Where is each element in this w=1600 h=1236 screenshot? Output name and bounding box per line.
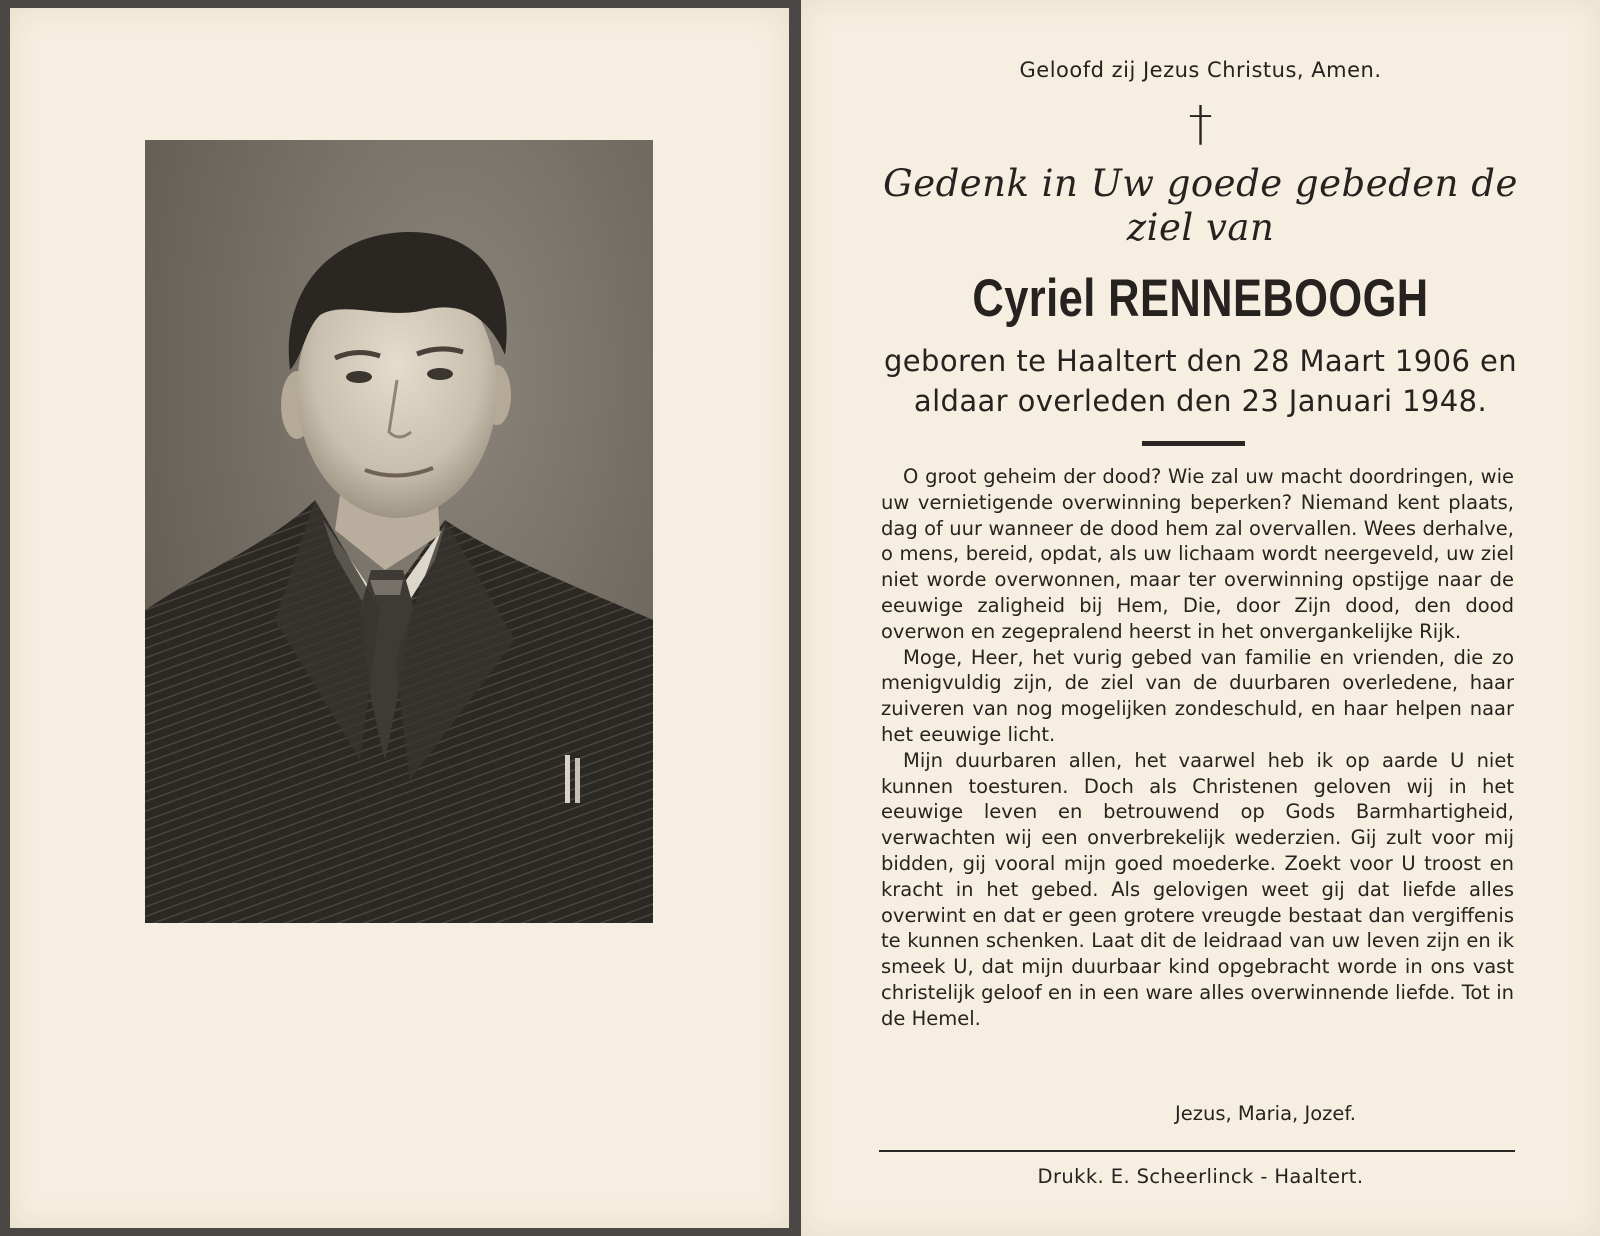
printer-credit: Drukk. E. Scheerlinck - Haaltert. [1037,1165,1364,1188]
paragraph-1: O groot geheim der dood? Wie zal uw macht doordringen, wie uw vernietigende overwinning beperken? Niemand kent plaats, dag of uur wanneer de dood hem zal overvallen. Wees derhalve, o mens, bereid, opdat, als uw lichaam wordt neergeveld, uw ziel niet worde overwonnen, maar ter overwinning opstijge naar de eeuwige zaligheid bij Hem, Die, door Zijn dood, den dood overwon en zegepralend heerst in het onvergankelijke Rijk. [881,465,1514,643]
memorial-text-card [801,0,1600,1236]
remember-line-1: Gedenk in Uw goede gebeden de [883,162,1518,205]
divider [1142,441,1245,446]
deceased-name: Cyriel RENNEBOOGH [972,269,1429,328]
closing-invocation: Jezus, Maria, Jozef. [1174,1102,1356,1125]
paragraph-3: Mijn duurbaren allen, het vaarwel heb ik op aarde U niet kunnen toesturen. Doch als Christenen geloven wij in het eeuwige leven en betrouwend op Gods Barmhartigheid, verwachten wij een onverbrekelijk wederzien. Gij zult voor mij bidden, gij vooral mijn goed moederke. Zoekt voor U troost en kracht in het gebed. Als gelovigen weet gij dat liefde alles overwint en dat er geen grotere vreugde bestaat dan vergiffenis te kunnen schenken. Laat dit de leidraad van uw leven zijn en ik smeek U, dat mijn duurbaar kind opgebracht worde in ons vast christelijk geloof en in een ware alles overwinnende liefde. Tot in de Hemel. [881,748,1514,1030]
birth-line: geboren te Haaltert den 28 Maart 1906 en [884,344,1517,378]
paragraph-2: Moge, Heer, het vurig gebed van familie en vrienden, die zo menigvuldig zijn, de ziel van de duurbaren overledene, haar zuiveren van nog mogelijken zondeschuld, en haar helpen naar het eeuwige licht. [881,645,1514,746]
portrait-card [10,8,789,1228]
footer-divider [879,1150,1515,1152]
portrait-photo [145,140,653,923]
prayer-text [881,464,1514,1032]
death-line: aldaar overleden den 23 Januari 1948. [913,384,1488,418]
motto: Geloofd zij Jezus Christus, Amen. [1019,58,1382,82]
cross-icon: † [1188,96,1213,152]
remember-line-2: ziel van [1126,206,1275,249]
portrait-illustration [145,140,653,923]
